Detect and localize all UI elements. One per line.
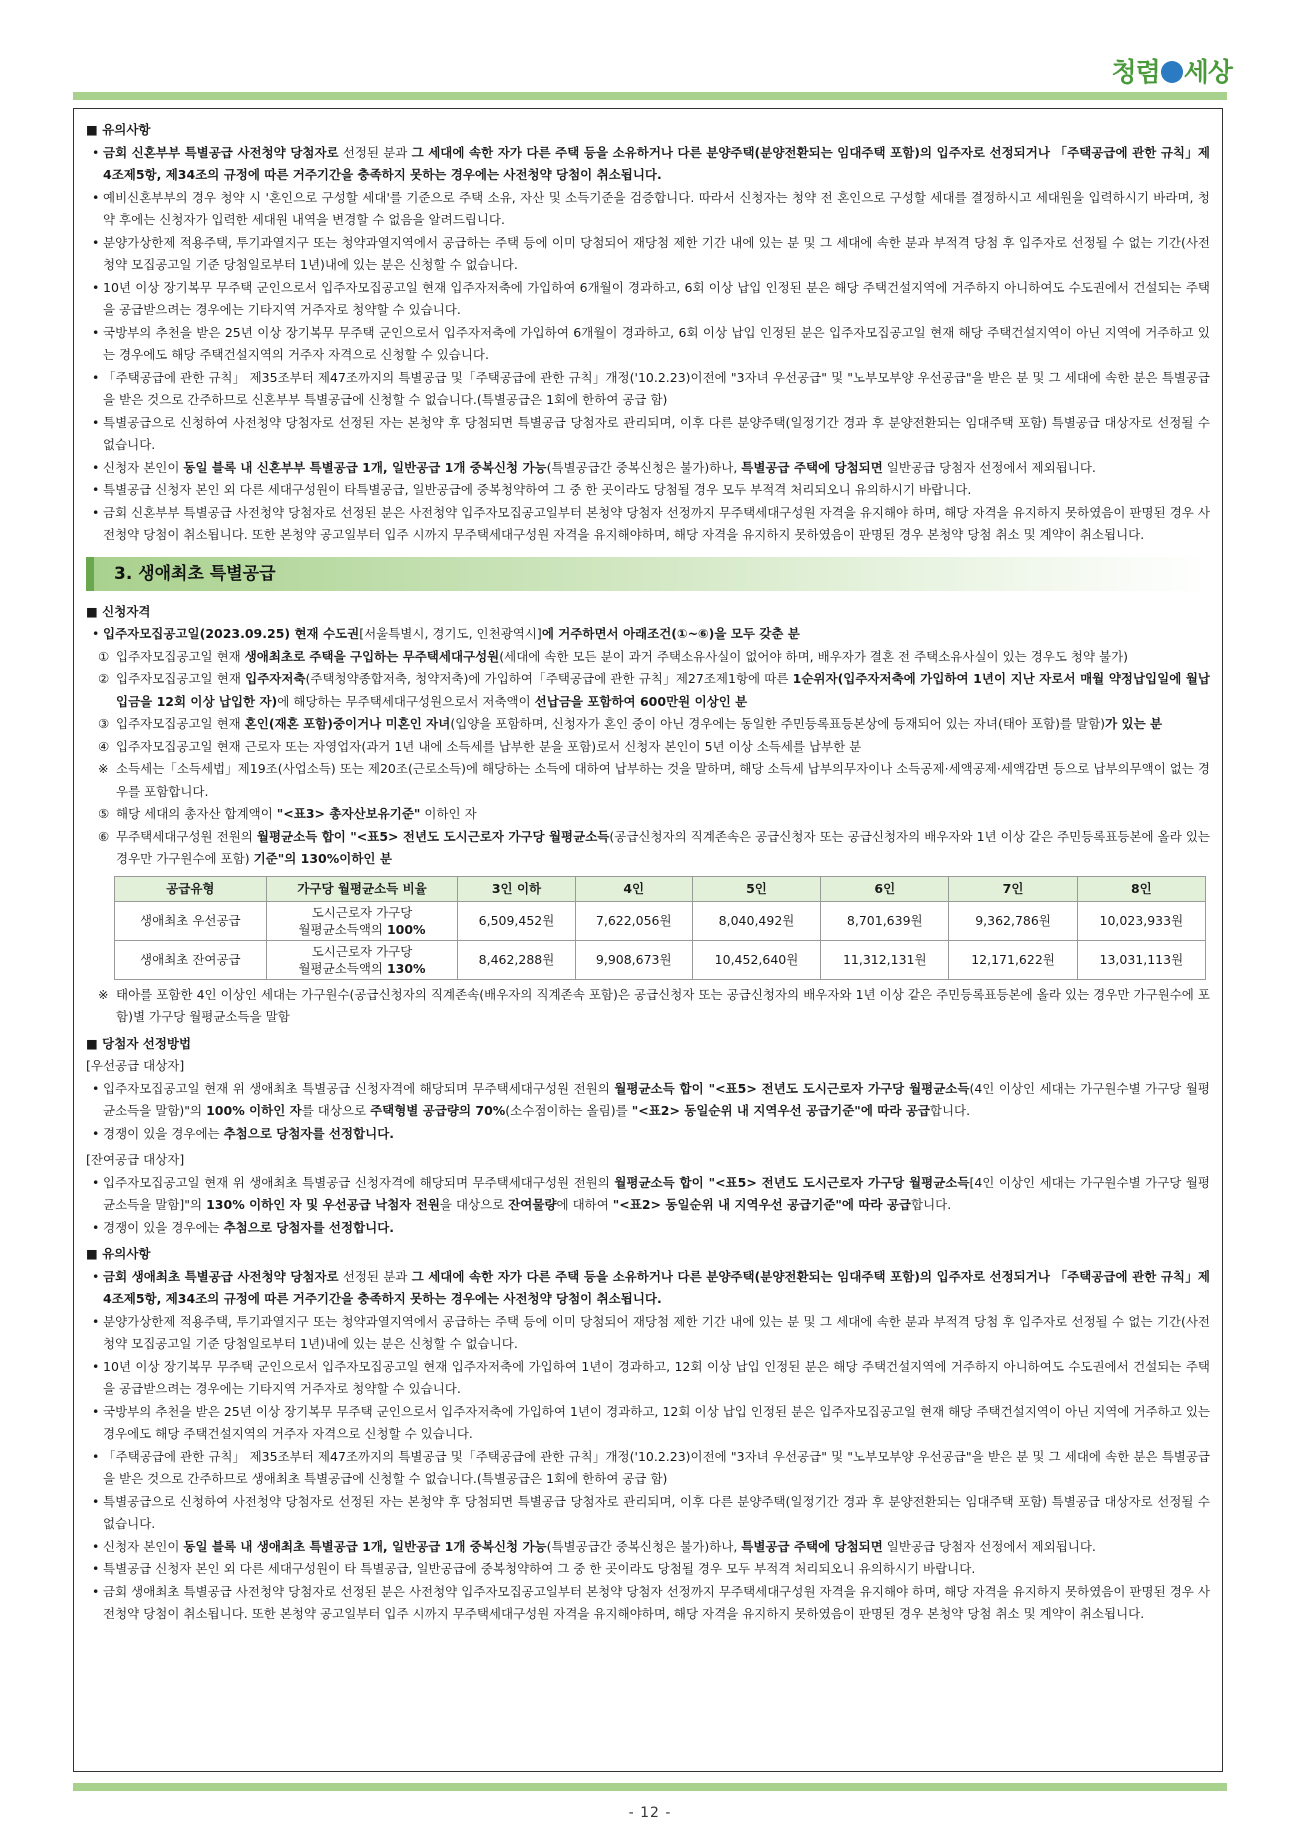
logo-text-left: 청렴 [1111,58,1160,88]
content-frame [73,108,1223,1772]
notes2-item: • 신청자 본인이 동일 블록 내 생애최초 특별공급 1개, 일반공급 1개 중복신청 가능(특별공급간 중복신청은 불가)하나, 특별공급 주택에 당첨되면 일반공급 당첨자 선정에서 제외됩니다. [86,1536,1210,1559]
selection-heading: ■ 당첨자 선정방법 [86,1033,1210,1056]
supply-type-cell: 생애최초 우선공급 [115,901,267,940]
priority-list [86,1078,1210,1146]
table-header-cell: 8인 [1077,876,1205,901]
income-value-cell: 6,509,452원 [458,901,575,940]
table-header-cell: 5인 [692,876,820,901]
notes1-item: • 금회 신혼부부 특별공급 사전청약 당첨자로 선정된 분은 사전청약 입주자모집공고일부터 본청약 당첨자 선정까지 무주택세대구성원 자격을 유지해야 하며, 해당 자격을 유지하지 못하였음이 판명된 경우 사전청약 당첨이 취소됩니다. 또한 본청약 공고일부터 입주 시까지 무주택세대구성원 자격을 유지해야하며, 해당 자격을 유지하지 못하였음이 판명된 경우 본청약 당첨 취소 및 계약이 취소됩니다. [86,502,1210,547]
notes1-item: • 10년 이상 장기복무 무주택 군인으로서 입주자모집공고일 현재 입주자저축에 가입하여 6개월이 경과하고, 6회 이상 납입 인정된 분은 해당 주택건설지역에 거주하지 아니하여도 수도권에서 건설되는 주택을 공급받으려는 경우에는 기타지역 거주자로 청약할 수 있습니다. [86,277,1210,322]
condition-item: ① 입주자모집공고일 현재 생애최초로 주택을 구입하는 무주택세대구성원(세대에 속한 모든 분이 과거 주택소유사실이 없어야 하며, 배우자가 결혼 전 주택소유사실이 있는 경우도 청약 불가) [98,648,1129,664]
notes2-item: • 분양가상한제 적용주택, 투기과열지구 또는 청약과열지역에서 공급하는 주택 등에 이미 당첨되어 재당첨 제한 기간 내에 있는 분 및 그 세대에 속한 분과 부적격 당첨 후 입주자로 선정될 수 없는 기간(사전청약 모집공고일 기준 당첨일로부터 1년)내에 있는 분은 신청할 수 없습니다. [86,1311,1210,1356]
income-value-cell: 9,362,786원 [949,901,1077,940]
income-value-cell: 9,908,673원 [575,940,692,979]
logo-text-right: 세상 [1183,58,1232,88]
notes2-item: • 국방부의 추천을 받은 25년 이상 장기복무 무주택 군인으로서 입주자저축에 가입하여 1년이 경과하고, 12회 이상 납입 인정된 분은 입주자모집공고일 현재 해당 주택건설지역이 아닌 지역에 거주하고 있는 경우에도 해당 주택건설지역의 거주자 자격으로 신청할 수 있습니다. [86,1401,1210,1446]
ratio-cell: 도시근로자 가구당 월평균소득액의 130% [266,940,458,979]
table-header-cell: 가구당 월평균소득 비율 [266,876,458,901]
notes2-item: • 「주택공급에 관한 규칙」 제35조부터 제47조까지의 특별공급 및「주택공급에 관한 규칙」개정('10.2.23)이전에 "3자녀 우선공급" 및 "노부모부양 우선공급"을 받은 분 및 그 세대에 속한 분은 특별공급을 받은 것으로 간주하므로 생애최초 특별공급에 신청할 수 없습니다.(특별공급은 1회에 한하여 공급 함) [86,1446,1210,1491]
income-table-header [115,876,1206,901]
notes2-item: • 금회 생애최초 특별공급 사전청약 당첨자로 선정된 분은 사전청약 입주자모집공고일부터 본청약 당첨자 선정까지 무주택세대구성원 자격을 유지해야 하며, 해당 자격을 유지하지 못하였음이 판명된 경우 사전청약 당첨이 취소됩니다. 또한 본청약 공고일부터 입주 시까지 무주택세대구성원 자격을 유지해야하며, 해당 자격을 유지하지 못하였음이 판명된 경우 본청약 당첨 취소 및 계약이 취소됩니다. [86,1581,1210,1626]
ratio-cell: 도시근로자 가구당 월평균소득액의 100% [266,901,458,940]
notes2-item: • 특별공급 신청자 본인 외 다른 세대구성원이 타 특별공급, 일반공급에 중복청약하여 그 중 한 곳이라도 당첨될 경우 모두 부적격 처리되오니 유의하시기 바랍니다. [86,1558,1210,1581]
condition-item: ② 입주자모집공고일 현재 입주자저축(주택청약종합저축, 청약저축)에 가입하여「주택공급에 관한 규칙」제27조제1항에 따른 1순위자(입주자저축에 가입하여 1년이 지난 자로서 매월 약정납입일에 월납입금을 12회 이상 납입한 자)에 해당하는 무주택세대구성원으로서 저축액이 선납금을 포함하여 600만원 이상인 분 [98,671,1210,709]
remainder-label: [잔여공급 대상자] [86,1152,185,1167]
notes1-item: • 「주택공급에 관한 규칙」 제35조부터 제47조까지의 특별공급 및「주택공급에 관한 규칙」개정('10.2.23)이전에 "3자녀 우선공급" 및 "노부모부양 우선공급"을 받은 분 및 그 세대에 속한 분은 특별공급을 받은 것으로 간주하므로 신혼부부 특별공급에 신청할 수 없습니다.(특별공급은 1회에 한하여 공급 함) [86,367,1210,412]
income-value-cell: 11,312,131원 [821,940,949,979]
income-value-cell: 8,701,639원 [821,901,949,940]
condition-item: ③ 입주자모집공고일 현재 혼인(재혼 포함)중이거나 미혼인 자녀(입양을 포함하며, 신청자가 혼인 중이 아닌 경우에는 동일한 주민등록표등본상에 등재되어 있는 자녀(태아 포함)를 말함)가 있는 분 [98,716,1163,731]
income-value-cell: 7,622,056원 [575,901,692,940]
table-header-cell: 4인 [575,876,692,901]
income-table [114,876,1206,980]
remainder-lottery-item: • 경쟁이 있을 경우에는 추첨으로 당첨자를 선정합니다. [86,1217,1210,1240]
income-value-cell: 8,040,492원 [692,901,820,940]
notes1-item: • 신청자 본인이 동일 블록 내 신혼부부 특별공급 1개, 일반공급 1개 중복신청 가능(특별공급간 중복신청은 불가)하나, 특별공급 주택에 당첨되면 일반공급 당첨자 선정에서 제외됩니다. [86,457,1210,480]
notes2-list [86,1266,1210,1626]
notes2-heading: ■ 유의사항 [86,1243,1210,1266]
qualification-lead: • 입주자모집공고일(2023.09.25) 현재 수도권[서울특별시, 경기도, 인천광역시]에 거주하면서 아래조건(①~⑥)을 모두 갖춘 분 [86,623,1210,646]
tax-note: ※ 소득세는「소득세법」제19조(사업소득) 또는 제20조(근로소득)에 해당하는 소득에 대하여 납부하는 것을 말하며, 해당 소득세 납부의무자이나 소득공제·세액공제·세액감면 등으로 납부의무액이 없는 경우를 포함합니다. [98,761,1210,799]
table-header-cell: 공급유형 [115,876,267,901]
top-rule [73,92,1227,100]
income-value-cell: 10,452,640원 [692,940,820,979]
brand-logo [1112,52,1232,89]
priority-lottery-item: • 경쟁이 있을 경우에는 추첨으로 당첨자를 선정합니다. [86,1123,1210,1146]
condition-item: ④ 입주자모집공고일 현재 근로자 또는 자영업자(과거 1년 내에 소득세를 납부한 분을 포함)로서 신청자 본인이 5년 이상 소득세를 납부한 분 [98,738,862,754]
table-header-cell: 3인 이하 [458,876,575,901]
table-row [115,940,1206,979]
qualification-heading: ■ 신청자격 [86,601,1210,624]
condition-item: ⑥ 무주택세대구성원 전원의 월평균소득 합이 "<표5> 전년도 도시근로자 가구당 월평균소득(공급신청자의 직계존속은 공급신청자 또는 공급신청자의 배우자와 1년 이상 같은 주민등록표등본에 올라 있는 경우만 가구원수에 포함) 기준"의 130%이하인 분 [98,828,1210,866]
condition-item: ⑤ 해당 세대의 총자산 합계액이 "<표3> 총자산보유기준" 이하인 자 [98,806,477,821]
section-title: 3. 생애최초 특별공급 [86,557,1210,591]
logo-emblem-icon [1161,61,1183,83]
notes1-item: • 특별공급 신청자 본인 외 다른 세대구성원이 타특별공급, 일반공급에 중복청약하여 그 중 한 곳이라도 당첨될 경우 모두 부적격 처리되오니 유의하시기 바랍니다. [86,479,1210,502]
notes2-item: • 10년 이상 장기복무 무주택 군인으로서 입주자모집공고일 현재 입주자저축에 가입하여 1년이 경과하고, 12회 이상 납입 인정된 분은 해당 주택건설지역에 거주하지 아니하여도 수도권에서 건설되는 주택을 공급받으려는 경우에는 기타지역 거주자로 청약할 수 있습니다. [86,1356,1210,1401]
qualification-lead-list [86,623,1210,646]
table-header-cell: 6인 [821,876,949,901]
remainder-item: • 입주자모집공고일 현재 위 생애최초 특별공급 신청자격에 해당되며 무주택세대구성원 전원의 월평균소득 합이 "<표5> 전년도 도시근로자 가구당 월평균소득[4인 이상인 세대는 가구원수별 가구당 월평균소득을 말함]"의 130% 이하인 자 및 우선공급 낙첨자 전원을 대상으로 잔여물량에 대하여 "<표2> 동일순위 내 지역우선 공급기준"에 따라 공급합니다. [86,1172,1210,1217]
priority-label: [우선공급 대상자] [86,1058,185,1073]
notes2-item: • 금회 생애최초 특별공급 사전청약 당첨자로 선정된 분과 그 세대에 속한 자가 다른 주택 등을 소유하거나 다른 분양주택(분양전환되는 임대주택 포함)의 입주자로 선정되거나 「주택공급에 관한 규칙」제4조제5항, 제34조의 규정에 따른 거주기간을 충족하지 못하는 경우에는 사전청약 당첨이 취소됩니다. [86,1266,1210,1311]
notes1-item: • 분양가상한제 적용주택, 투기과열지구 또는 청약과열지역에서 공급하는 주택 등에 이미 당첨되어 재당첨 제한 기간 내에 있는 분 및 그 세대에 속한 분과 부적격 당첨 후 입주자로 선정될 수 없는 기간(사전청약 모집공고일 기준 당첨일로부터 1년)내에 있는 분은 신청할 수 없습니다. [86,232,1210,277]
table-header-cell: 7인 [949,876,1077,901]
notes2-item: • 특별공급으로 신청하여 사전청약 당첨자로 선정된 자는 본청약 후 당첨되면 특별공급 당첨자로 관리되며, 이후 다른 분양주택(일정기간 경과 후 분양전환되는 임대주택 포함) 특별공급 대상자로 선정될 수 없습니다. [86,1491,1210,1536]
notes1-item: • 특별공급으로 신청하여 사전청약 당첨자로 선정된 자는 본청약 후 당첨되면 특별공급 당첨자로 관리되며, 이후 다른 분양주택(일정기간 경과 후 분양전환되는 임대주택 포함) 특별공급 대상자로 선정될 수 없습니다. [86,412,1210,457]
priority-item: • 입주자모집공고일 현재 위 생애최초 특별공급 신청자격에 해당되며 무주택세대구성원 전원의 월평균소득 합이 "<표5> 전년도 도시근로자 가구당 월평균소득(4인 이상인 세대는 가구원수별 가구당 월평균소득을 말함)"의 100% 이하인 자를 대상으로 주택형별 공급량의 70%(소수점이하는 올림)를 "<표2> 동일순위 내 지역우선 공급기준"에 따라 공급합니다. [86,1078,1210,1123]
remainder-list [86,1172,1210,1240]
conditions-list [86,646,1210,759]
conditions-list-2 [86,803,1210,871]
table-row [115,901,1206,940]
bottom-rule [73,1783,1227,1791]
table-note: ※ 태아를 포함한 4인 이상인 세대는 가구원수(공급신청자의 직계존속(배우자의 직계존속 포함)은 공급신청자 또는 공급신청자의 배우자와 1년 이상 같은 주민등록표등본에 올라 있는 경우만 가구원수에 포함)별 가구당 월평균소득을 말함 [98,986,1210,1024]
notes1-item: • 국방부의 추천을 받은 25년 이상 장기복무 무주택 군인으로서 입주자저축에 가입하여 6개월이 경과하고, 6회 이상 납입 인정된 분은 입주자모집공고일 현재 해당 주택건설지역이 아닌 지역에 거주하고 있는 경우에도 해당 주택건설지역의 거주자 자격으로 신청할 수 있습니다. [86,322,1210,367]
income-value-cell: 13,031,113원 [1077,940,1205,979]
income-value-cell: 12,171,622원 [949,940,1077,979]
notes1-list [86,142,1210,547]
supply-type-cell: 생애최초 잔여공급 [115,940,267,979]
income-value-cell: 10,023,933원 [1077,901,1205,940]
page-number: - 12 - [628,1805,672,1821]
notes1-heading: ■ 유의사항 [86,119,1210,142]
notes1-item: • 금회 신혼부부 특별공급 사전청약 당첨자로 선정된 분과 그 세대에 속한 자가 다른 주택 등을 소유하거나 다른 분양주택(분양전환되는 임대주택 포함)의 입주자로 선정되거나 「주택공급에 관한 규칙」제4조제5항, 제34조의 규정에 따른 거주기간을 충족하지 못하는 경우에는 사전청약 당첨이 취소됩니다. [86,142,1210,187]
notes1-item: • 예비신혼부부의 경우 청약 시 '혼인으로 구성할 세대'를 기준으로 주택 소유, 자산 및 소득기준을 검증합니다. 따라서 신청자는 청약 전 혼인으로 구성할 세대를 결정하시고 세대원을 입력하시기 바라며, 청약 후에는 신청자가 입력한 세대원 내역을 변경할 수 없음을 알려드립니다. [86,187,1210,232]
income-value-cell: 8,462,288원 [458,940,575,979]
